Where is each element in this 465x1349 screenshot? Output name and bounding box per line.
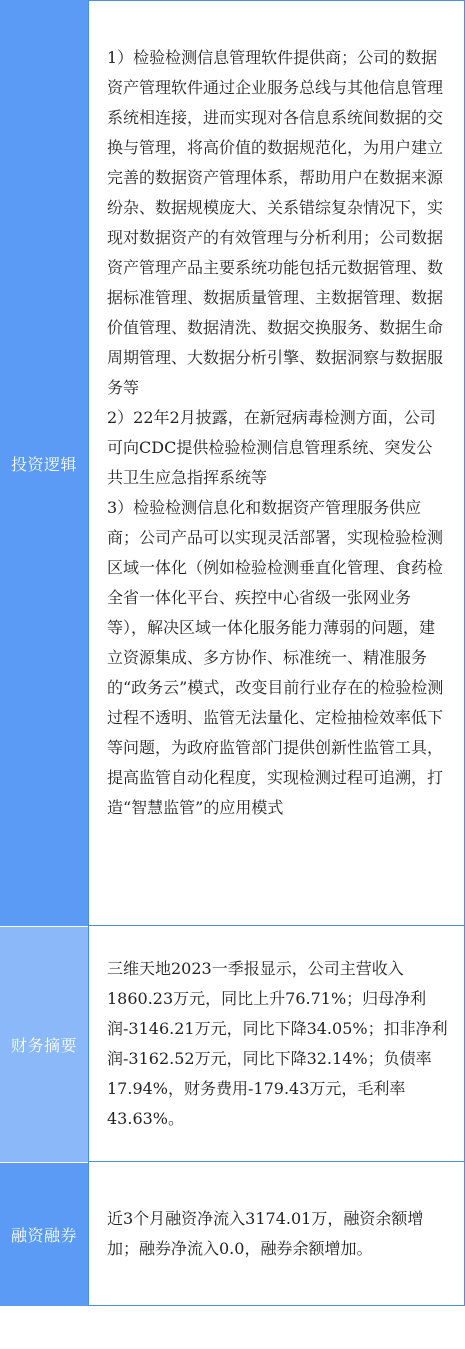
row-content	[88, 1162, 465, 1306]
paragraph: 1）检验检测信息管理软件提供商；公司的数据资产管理软件通过企业服务总线与其他信息管理系统相连接，进而实现对各信息系统间数据的交换与管理，将高价值的数据规范化，为用户建立完善的数据资产管理体系，帮助用户在数据来源纷杂、数据规模庞大、关系错综复杂情况下，实现对数据资产的有效管理与分析利用；公司数据资产管理产品主要系统功能包括元数据管理、数据标准管理、数据质量管理、主数据管理、数据价值管理、数据清洗、数据交换服务、数据生命周期管理、大数据分析引擎、数据洞察与数据服务等	[107, 48, 444, 397]
row-content	[88, 0, 465, 926]
row-label: 投资逻辑	[0, 0, 88, 926]
row-label: 融资融券	[0, 1162, 88, 1306]
paragraph: 近3个月融资净流入3174.01万，融资余额增加；融券净流入0.0，融券余额增加。	[107, 1208, 424, 1258]
paragraph: 2）22年2月披露，在新冠病毒检测方面，公司可向CDC提供检验检测信息管理系统、突发公共卫生应急指挥系统等	[107, 408, 436, 487]
row-content	[88, 926, 465, 1162]
paragraph: 三维天地2023一季报显示，公司主营收入1860.23万元，同比上升76.71%；归母净利润-3146.21万元，同比下降34.05%；扣非净利润-3162.52万元，同比下降32.14%；负债率17.94%，财务费用-179.43万元，毛利率43.63%。	[107, 958, 448, 1128]
margin-trading-row	[0, 1162, 465, 1306]
financial-summary-row	[0, 926, 465, 1162]
paragraph: 3）检验检测信息化和数据资产管理服务供应商；公司产品可以实现灵活部署，实现检验检测区域一体化（例如检验检测垂直化管理、食药检全省一体化平台、疾控中心省级一张网业务等），解决区域一体化服务能力薄弱的问题，建立资源集成、多方协作、标准统一、精准服务的“政务云”模式，改变目前行业存在的检验检测过程不透明、监管无法量化、定检抽检效率低下等问题，为政府监管部门提供创新性监管工具，提高监管自动化程度，实现检测过程可追溯，打造“智慧监管”的应用模式	[107, 498, 444, 817]
row-label: 财务摘要	[0, 926, 88, 1162]
